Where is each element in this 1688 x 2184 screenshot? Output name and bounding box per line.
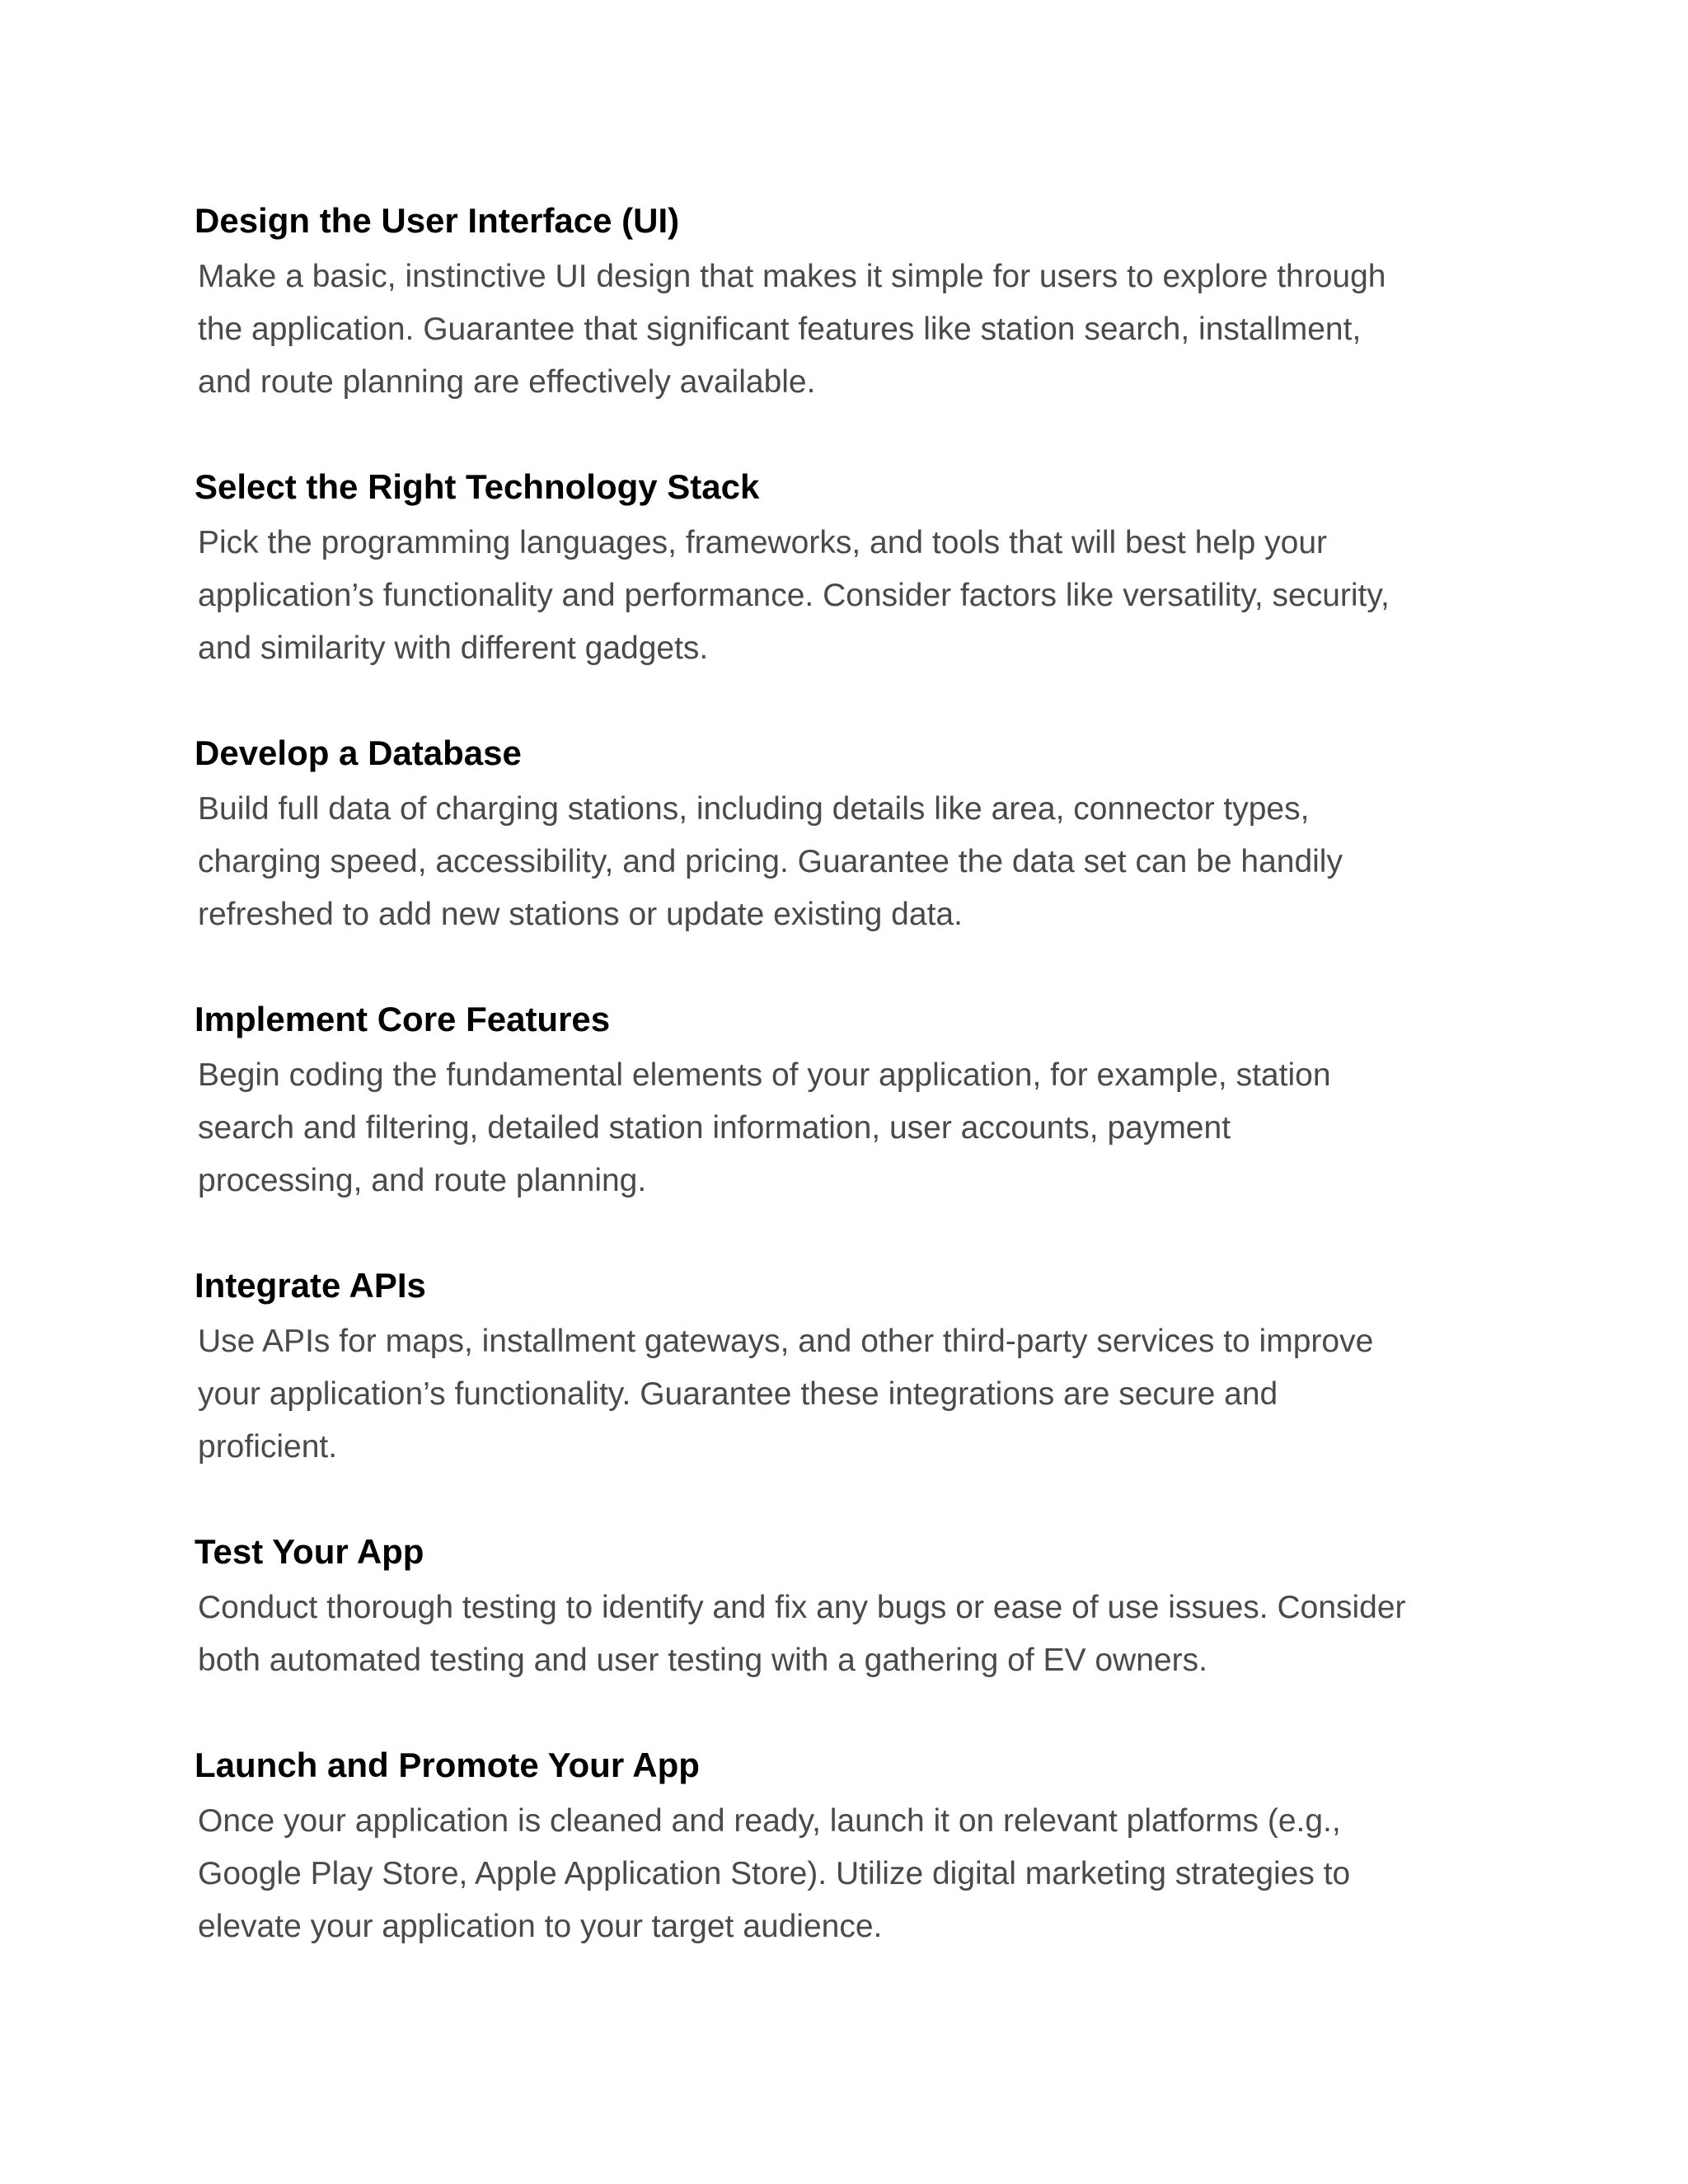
section-heading: Develop a Database (195, 733, 522, 772)
section-body (198, 1315, 1484, 1474)
body-line: the application. Guarantee that significant features like station search, installment, (198, 312, 1362, 347)
section-heading: Select the Right Technology Stack (195, 467, 760, 506)
section-heading: Design the User Interface (UI) (195, 201, 680, 240)
section-body (198, 517, 1484, 675)
body-line: Build full data of charging stations, including details like area, connector types, (198, 791, 1310, 827)
section-design-ui (195, 199, 1513, 409)
body-line: application’s functionality and performance. Consider factors like versatility, security, (198, 578, 1390, 613)
section-technology-stack (195, 466, 1513, 675)
body-line: Pick the programming languages, frameworks, and tools that will best help your (198, 525, 1328, 560)
section-launch-promote (195, 1744, 1513, 1953)
section-body (198, 1049, 1484, 1207)
section-core-features (195, 998, 1513, 1207)
section-heading: Integrate APIs (195, 1266, 426, 1305)
body-line: Use APIs for maps, installment gateways, and other third-party services to improve (198, 1324, 1374, 1359)
body-line: proficient. (198, 1429, 338, 1465)
body-line: both automated testing and user testing with a gathering of EV owners. (198, 1643, 1207, 1678)
body-line: and route planning are effectively available. (198, 364, 816, 400)
body-line: and similarity with different gadgets. (198, 630, 709, 666)
section-heading: Launch and Promote Your App (195, 1746, 700, 1784)
section-heading: Test Your App (195, 1532, 424, 1571)
section-body (198, 1795, 1484, 1953)
body-line: Make a basic, instinctive UI design that makes it simple for users to explore through (198, 259, 1386, 294)
body-line: Begin coding the fundamental elements of your application, for example, station (198, 1057, 1331, 1093)
body-line: Google Play Store, Apple Application Store). Utilize digital marketing strategies to (198, 1856, 1351, 1891)
body-line: elevate your application to your target audience. (198, 1909, 883, 1944)
body-line: Once your application is cleaned and ready, launch it on relevant platforms (e.g., (198, 1803, 1341, 1839)
section-body (198, 783, 1484, 941)
section-develop-database (195, 732, 1513, 941)
section-body (198, 1582, 1484, 1687)
body-line: your application’s functionality. Guarantee these integrations are secure and (198, 1376, 1278, 1412)
body-line: charging speed, accessibility, and pricing. Guarantee the data set can be handily (198, 844, 1343, 879)
section-integrate-apis (195, 1264, 1513, 1474)
body-line: search and filtering, detailed station information, user accounts, payment (198, 1110, 1231, 1146)
body-line: refreshed to add new stations or update existing data. (198, 897, 963, 932)
body-line: processing, and route planning. (198, 1163, 647, 1198)
body-line: Conduct thorough testing to identify and fix any bugs or ease of use issues. Consider (198, 1590, 1406, 1625)
section-heading: Implement Core Features (195, 1000, 611, 1038)
section-test-app (195, 1530, 1513, 1687)
section-body (198, 251, 1484, 409)
